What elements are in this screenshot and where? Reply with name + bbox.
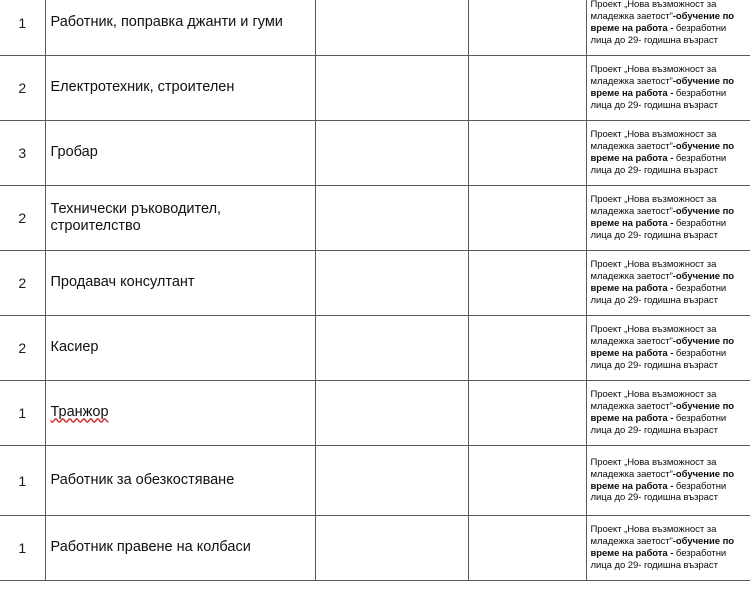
empty-cell-a [315,316,468,381]
project-line-4-5: безработни лица до 29- годишна възраст [590,413,727,436]
project-line-1: Проект „Нова възможност за [590,524,717,536]
project-line-2-normal: младежка заетост” [590,401,673,413]
positions-count-cell: 2 [0,186,45,251]
job-title-text: Работник, поправка джанти и гуми [50,14,283,31]
project-line-2-3-bold: -обучение по време на работа - [590,76,735,99]
project-cell [586,446,750,516]
project-line-2-normal: младежка заетост” [590,536,673,548]
project-line-2-3-bold: -обучение по време на работа - [590,141,735,164]
empty-cell-a [315,516,468,581]
project-cell [586,56,750,121]
project-line-1: Проект „Нова възможност за [590,389,717,401]
job-title-text: Гробар [50,144,98,161]
table-row [0,446,750,516]
job-title-cell [45,316,315,381]
empty-cell-b [468,446,586,516]
positions-count-cell: 1 [0,381,45,446]
project-description-text [591,457,749,505]
table-row [0,251,750,316]
positions-count-cell: 1 [0,446,45,516]
project-cell [586,251,750,316]
project-line-4-5: безработни лица до 29- годишна възраст [590,88,727,111]
job-title-cell [45,516,315,581]
project-line-2-normal: младежка заетост” [590,76,673,88]
project-cell [586,316,750,381]
project-description-text [591,129,749,177]
project-line-4-5: безработни лица до 29- годишна възраст [590,548,727,571]
project-line-2-normal: младежка заетост” [590,141,673,153]
empty-cell-b [468,251,586,316]
project-line-4-5: безработни лица до 29- годишна възраст [590,480,727,504]
job-title-cell [45,381,315,446]
project-description-text [591,259,749,307]
empty-cell-b [468,56,586,121]
job-title-text: Електротехник, строителен [50,79,235,96]
job-title-text: Продавач консултант [50,274,195,291]
project-cell [586,0,750,56]
empty-cell-b [468,186,586,251]
table-row [0,316,750,381]
job-title-cell [45,186,315,251]
project-line-2-3-bold: -обучение по време на работа - [590,336,735,359]
project-line-2-normal: младежка заетост” [590,206,673,218]
project-line-1: Проект „Нова възможност за [590,0,717,11]
table-row [0,516,750,581]
project-line-2-3-bold: -обучение по време на работа - [590,206,735,229]
project-cell [586,516,750,581]
project-description-text [591,64,749,112]
project-description-text [591,324,749,372]
empty-cell-a [315,56,468,121]
project-description-text [591,524,749,572]
project-line-2-normal: младежка заетост” [590,468,673,480]
positions-count-cell: 2 [0,316,45,381]
project-line-1: Проект „Нова възможност за [590,259,717,271]
project-line-1: Проект „Нова възможност за [590,324,717,336]
job-title-misspelled-text: Транжор [50,404,109,421]
empty-cell-b [468,0,586,56]
project-line-2-3-bold: -обучение по време на работа - [590,536,735,559]
job-title-cell [45,121,315,186]
positions-count-cell: 1 [0,0,45,56]
project-line-4-5: безработни лица до 29- годишна възраст [590,218,727,241]
project-line-4-5: безработни лица до 29- годишна възраст [590,283,727,306]
empty-cell-a [315,121,468,186]
job-title-cell [45,56,315,121]
job-title-text: Работник за обезкостяване [50,471,235,488]
table-row [0,56,750,121]
project-line-1: Проект „Нова възможност за [590,194,717,206]
project-line-1: Проект „Нова възможност за [590,129,717,141]
project-line-4-5: безработни лица до 29- годишна възраст [590,153,727,176]
project-line-2-normal: младежка заетост” [590,336,673,348]
empty-cell-b [468,516,586,581]
table-row [0,381,750,446]
project-line-2-3-bold: -обучение по време на работа - [590,11,735,34]
table-row [0,0,750,56]
empty-cell-a [315,251,468,316]
positions-count-cell: 2 [0,56,45,121]
project-description-text [591,194,749,242]
empty-cell-a [315,0,468,56]
empty-cell-a [315,381,468,446]
project-cell [586,381,750,446]
job-title-cell [45,251,315,316]
table-row [0,186,750,251]
project-cell [586,186,750,251]
project-line-1: Проект „Нова възможност за [590,456,717,468]
project-line-1: Проект „Нова възможност за [590,64,717,76]
positions-count-cell: 1 [0,516,45,581]
job-title-cell [45,0,315,56]
job-title-cell [45,446,315,516]
project-line-2-3-bold: -обучение по време на работа - [590,271,735,294]
positions-count-cell: 3 [0,121,45,186]
project-line-2-3-bold: -обучение по време на работа - [590,401,735,424]
project-line-2-normal: младежка заетост” [590,271,673,283]
job-title-text: Касиер [50,339,99,356]
project-line-2-3-bold: -обучение по време на работа - [590,468,735,492]
job-title-text: Работник правене на колбаси [50,539,251,556]
project-description-text [591,389,749,437]
empty-cell-b [468,316,586,381]
project-description-text [591,0,749,47]
empty-cell-a [315,186,468,251]
job-title-text: Технически ръководител, строителство [50,200,222,234]
project-line-2-normal: младежка заетост” [590,11,673,23]
project-line-4-5: безработни лица до 29- годишна възраст [590,348,727,371]
positions-count-cell: 2 [0,251,45,316]
empty-cell-a [315,446,468,516]
table-row [0,121,750,186]
empty-cell-b [468,121,586,186]
empty-cell-b [468,381,586,446]
project-line-4-5: безработни лица до 29- годишна възраст [590,23,727,46]
project-cell [586,121,750,186]
